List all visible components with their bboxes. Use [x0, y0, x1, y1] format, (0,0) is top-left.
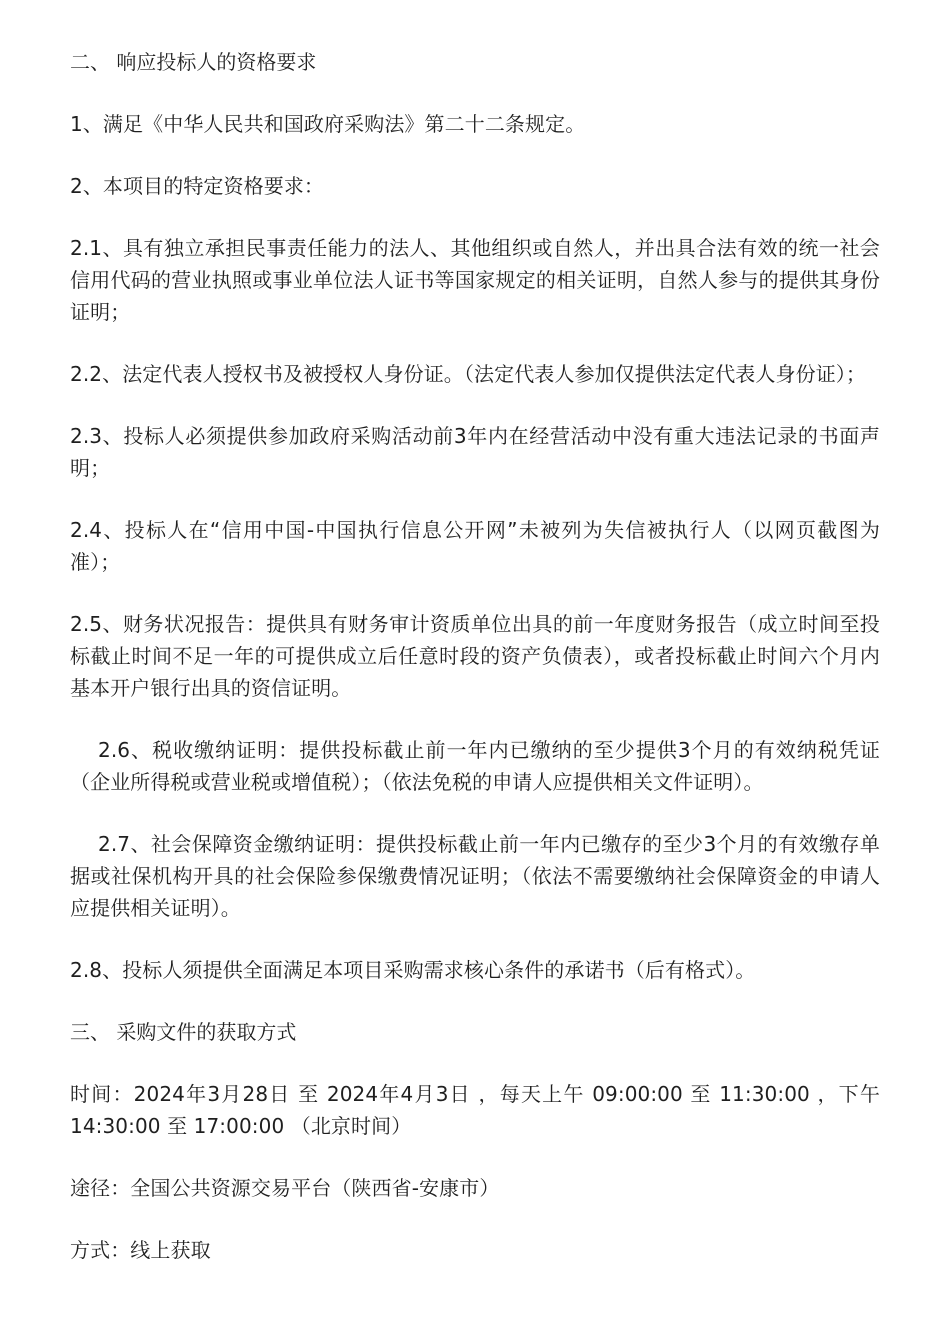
- acquisition-channel: 途径：全国公共资源交易平台（陕西省-安康市）: [70, 1176, 500, 1200]
- requirement-2-1: 2.1、具有独立承担民事责任能力的法人、其他组织或自然人，并出具合法有效的统一社会信用代码的营业执照或事业单位法人证书等国家规定的相关证明，自然人参与的提供其身份证明；: [70, 236, 880, 324]
- requirement-2-2: 2.2、法定代表人授权书及被授权人身份证。（法定代表人参加仅提供法定代表人身份证）；: [70, 362, 867, 386]
- requirement-2-3: 2.3、投标人必须提供参加政府采购活动前3年内在经营活动中没有重大违法记录的书面声明；: [70, 424, 880, 480]
- requirement-2-5: 2.5、财务状况报告：提供具有财务审计资质单位出具的前一年度财务报告（成立时间至投标截止时间不足一年的可提供成立后任意时段的资产负债表），或者投标截止时间六个月内基本开户银行出具的资信证明。: [70, 612, 880, 700]
- requirement-2: 2、本项目的特定资格要求：: [70, 174, 325, 198]
- requirement-1: 1、满足《中华人民共和国政府采购法》第二十二条规定。: [70, 112, 586, 136]
- requirement-2-4: 2.4、投标人在“信用中国-中国执行信息公开网”未被列为失信被执行人（以网页截图为准）；: [70, 518, 880, 574]
- section-heading-qualification: 二、 响应投标人的资格要求: [70, 50, 317, 74]
- acquisition-time: 时间：2024年3月28日 至 2024年4月3日 ，每天上午 09:00:00 至 11:30:00 ，下午14:30:00 至 17:00:00 （北京时间）: [70, 1082, 880, 1138]
- section-heading-acquisition: 三、 采购文件的获取方式: [70, 1020, 297, 1044]
- requirement-2-7: 2.7、社会保障资金缴纳证明：提供投标截止前一年内已缴存的至少3个月的有效缴存单据或社保机构开具的社会保险参保缴费情况证明；（依法不需要缴纳社会保障资金的申请人应提供相关证明）。: [70, 832, 880, 920]
- requirement-2-8: 2.8、投标人须提供全面满足本项目采购需求核心条件的承诺书（后有格式）。: [70, 958, 756, 982]
- requirement-2-6: 2.6、税收缴纳证明：提供投标截止前一年内已缴纳的至少提供3个月的有效纳税凭证（企业所得税或营业税或增值税）；（依法免税的申请人应提供相关文件证明）。: [70, 738, 880, 794]
- document-body: [70, 46, 880, 1266]
- acquisition-method: 方式：线上获取: [70, 1238, 211, 1262]
